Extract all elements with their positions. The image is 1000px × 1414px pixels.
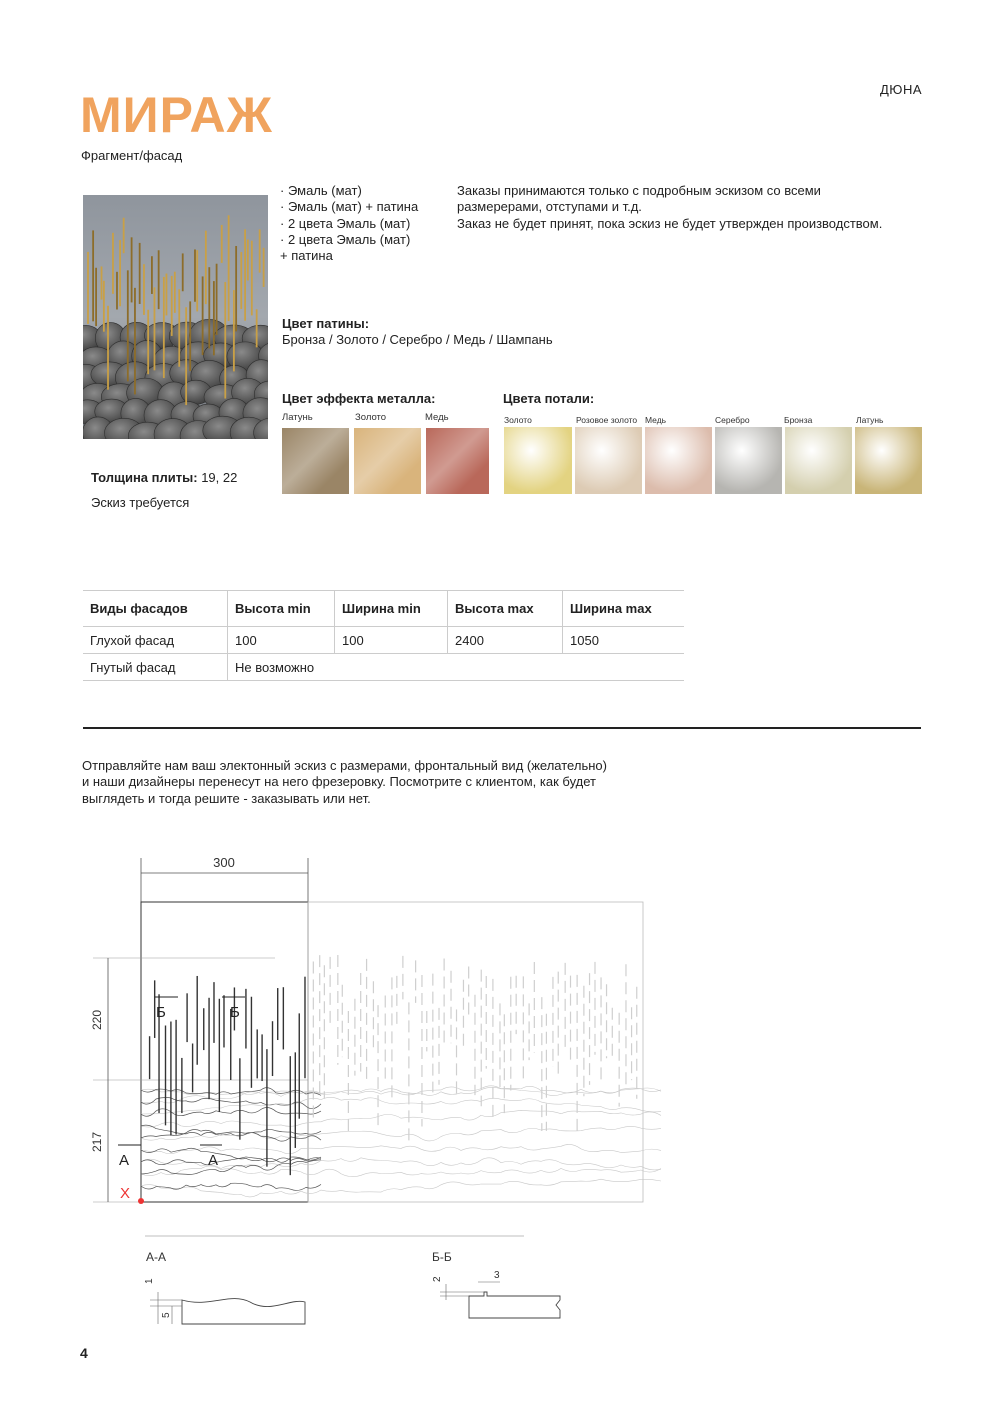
metal-swatch-gold [354,428,421,494]
patina-values: Бронза / Золото / Серебро / Медь / Шампань [282,332,553,347]
section-aa-label: А-А [146,1250,167,1264]
section-mark-b: Б [156,1004,166,1021]
bb-dim-height: 2 [432,1276,443,1282]
finish-option: · 2 цвета Эмаль (мат) [280,231,411,247]
dim-lower-label: 217 [90,1131,104,1153]
aa-dim-top: 1 [144,1278,155,1284]
gold-leaf-swatch [715,427,782,494]
instructions-text [82,758,642,807]
gold-leaf-swatch [645,427,712,494]
table-header-cell: Виды фасадов [83,591,228,627]
patina-heading: Цвет патины: [282,316,370,331]
order-note [457,183,927,232]
gold-leaf-swatch [855,427,922,494]
finish-option: · 2 цвета Эмаль (мат) [280,215,411,231]
origin-mark: X [120,1185,131,1202]
gold-leaf-swatch [504,427,572,494]
table-header-cell: Ширина max [563,591,685,627]
swatch-label: Серебро [715,415,750,425]
order-note-line: Заказ не будет принят, пока эскиз не будет утвержден производством. [457,215,883,231]
table-cell: 100 [228,627,335,654]
table-header-cell: Ширина min [335,591,448,627]
table-row [83,654,684,681]
swatch-label: Розовое золото [576,415,638,425]
swatch-label: Медь [425,412,449,423]
thickness-value: 19, 22 [201,470,238,485]
table-cell: 100 [335,627,448,654]
finish-options [280,183,418,264]
gold-leaf-swatch [785,427,852,494]
product-title: МИРАЖ [80,87,273,143]
table-row [83,627,684,654]
metal-effect-heading: Цвет эффекта металла: [282,391,436,406]
table-header-row [83,591,684,627]
finish-option: · Эмаль (мат) + патина [280,199,419,215]
table-cell: Глухой фасад [83,627,228,654]
swatch-label: Бронза [784,415,813,425]
origin-point [138,1198,144,1204]
instructions-line: выглядеть и тогда решите - заказывать или нет. [82,790,371,806]
table-header-cell: Высота min [228,591,335,627]
table-header-cell: Высота max [448,591,563,627]
technical-drawing [0,840,1000,1340]
finish-option: · Эмаль (мат) [280,183,362,198]
instructions-line: Отправляйте нам ваш электонный эскиз с размерами, фронтальный вид (желательно) [82,758,607,773]
table-cell: Гнутый фасад [83,654,228,681]
order-note-line: Заказы принимаются только с подробным эскизом со всеми [457,183,821,198]
swatch-label: Золото [504,415,532,425]
table-cell: Не возможно [228,654,685,681]
page-number: 4 [80,1345,88,1361]
collection-name: ДЮНА [880,82,922,97]
section-divider [83,727,921,729]
swatch-label: Медь [645,415,667,425]
swatch-label: Золото [355,412,387,423]
swatch-label: Латунь [856,415,884,425]
section-mark-a: А [208,1152,219,1169]
gold-leaf-heading: Цвета потали: [503,391,595,406]
instructions-line: и наши дизайнеры перенесут на него фрезеровку. Посмотрите с клиентом, как будет [82,774,596,790]
bb-dim-width: 3 [494,1270,500,1281]
order-note-line: размерерами, отступами и т.д. [457,199,642,215]
table-cell: 2400 [448,627,563,654]
dim-upper-label: 220 [90,1009,104,1031]
section-mark-b: Б [230,1004,240,1021]
thickness-info [91,470,237,485]
gold-leaf-swatch [575,427,642,494]
facade-spec-table [83,590,684,681]
swatch-label: Латунь [282,412,313,423]
metal-swatch-copper [426,428,489,494]
dim-width-label: 300 [213,855,235,870]
aa-dim-bottom: 5 [161,1312,172,1318]
product-photo [83,195,268,439]
sketch-required: Эскиз требуется [91,495,190,510]
product-subtitle: Фрагмент/фасад [81,148,183,163]
section-mark-a: А [119,1152,130,1169]
finish-option: + патина [280,248,333,264]
table-cell: 1050 [563,627,685,654]
metal-swatch-brass [282,428,349,494]
section-bb-label: Б-Б [432,1250,452,1264]
thickness-label: Толщина плиты: [91,470,198,485]
